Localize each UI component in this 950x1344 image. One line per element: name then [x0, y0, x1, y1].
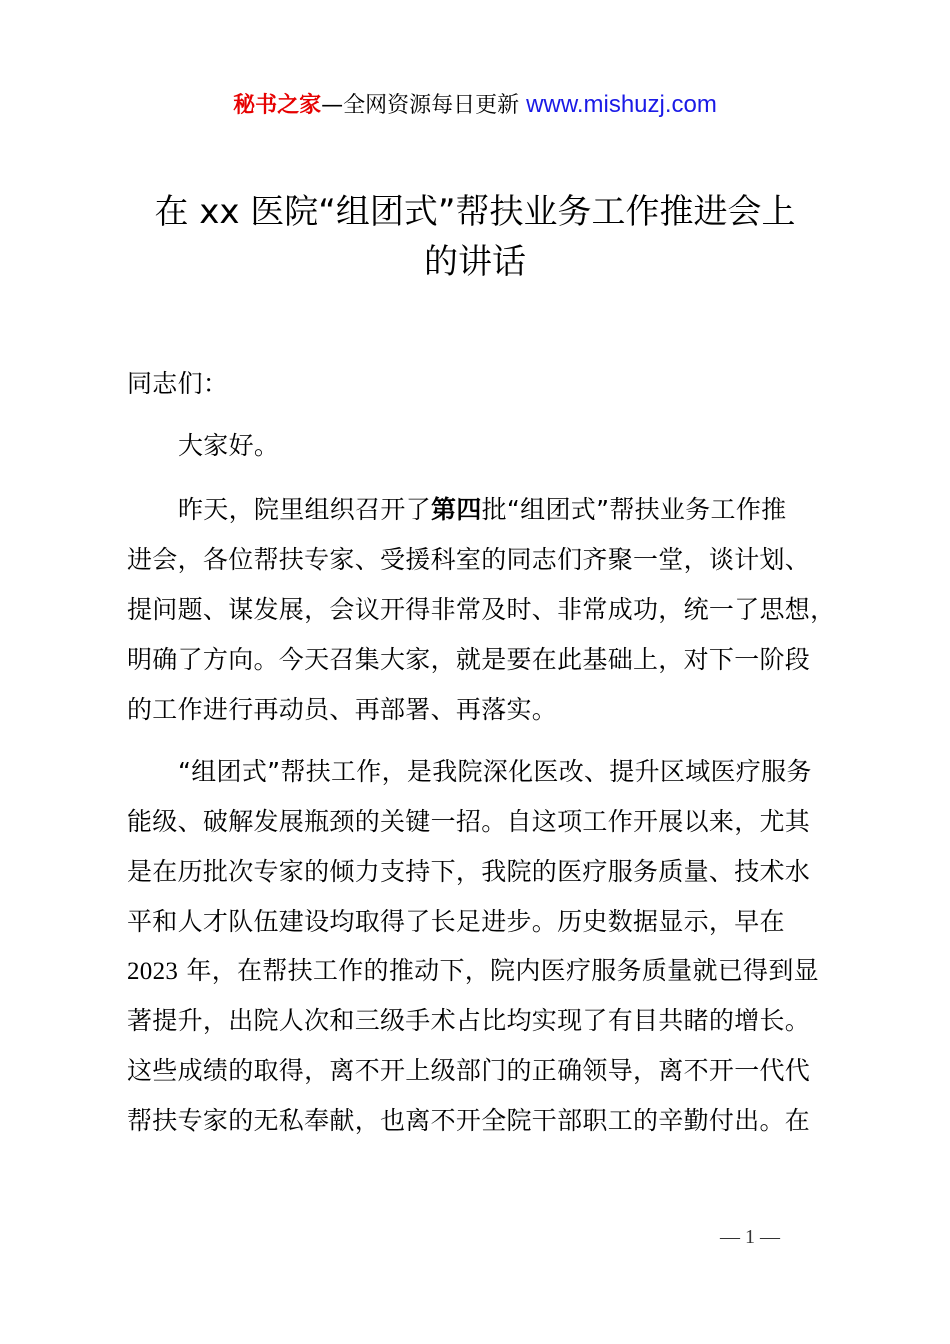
- document-title-line1: 在 xx 医院“组团式”帮扶业务工作推进会上: [154, 192, 796, 232]
- year: 2023: [127, 958, 179, 985]
- salutation: 同志们：: [127, 369, 229, 398]
- tagline: —全网资源每日更新: [321, 93, 527, 118]
- text: 昨天，院里组织召开了: [178, 495, 432, 524]
- text: 批“组团式”帮扶业务工作推: [481, 495, 787, 524]
- text: 年，在帮扶工作的推动下，院内医疗服务质量就已得到显: [178, 956, 819, 985]
- paragraph-line: 帮扶专家的无私奉献，也离不开全院干部职工的辛勤付出。在: [127, 1106, 811, 1135]
- paragraph-line: [127, 951, 819, 987]
- paragraph-line: 能级、破解发展瓶颈的关键一招。自这项工作开展以来，尤其: [127, 807, 811, 836]
- paragraph-line: [178, 490, 786, 526]
- greeting: 大家好。: [178, 431, 280, 460]
- paragraph-line: 著提升，出院人次和三级手术占比均实现了有目共睹的增长。: [127, 1006, 811, 1035]
- paragraph-line: 平和人才队伍建设均取得了长足进步。历史数据显示，早在: [127, 907, 785, 936]
- paragraph-line: 是在历批次专家的倾力支持下，我院的医疗服务质量、技术水: [127, 857, 811, 886]
- brand-name: 秘书之家: [233, 93, 322, 118]
- page-number: — 1 —: [720, 1226, 780, 1248]
- site-url[interactable]: www.mishuzj.com: [526, 91, 717, 118]
- document-title-line2: 的讲话: [424, 242, 526, 282]
- paragraph-line: 明确了方向。今天召集大家，就是要在此基础上，对下一阶段: [127, 645, 811, 674]
- paragraph-line: 的工作进行再动员、再部署、再落实。: [127, 695, 558, 724]
- paragraph-line: 这些成绩的取得，离不开上级部门的正确领导，离不开一代代: [127, 1056, 811, 1085]
- paragraph-line: 提问题、谋发展，会议开得非常及时、非常成功，统一了思想，: [127, 595, 836, 624]
- paragraph-line: “组团式”帮扶工作，是我院深化医改、提升区域医疗服务: [178, 757, 812, 786]
- site-header: [0, 88, 950, 119]
- paragraph-line: 进会，各位帮扶专家、受援科室的同志们齐聚一堂，谈计划、: [127, 545, 811, 574]
- bold-text: 第四: [431, 495, 482, 524]
